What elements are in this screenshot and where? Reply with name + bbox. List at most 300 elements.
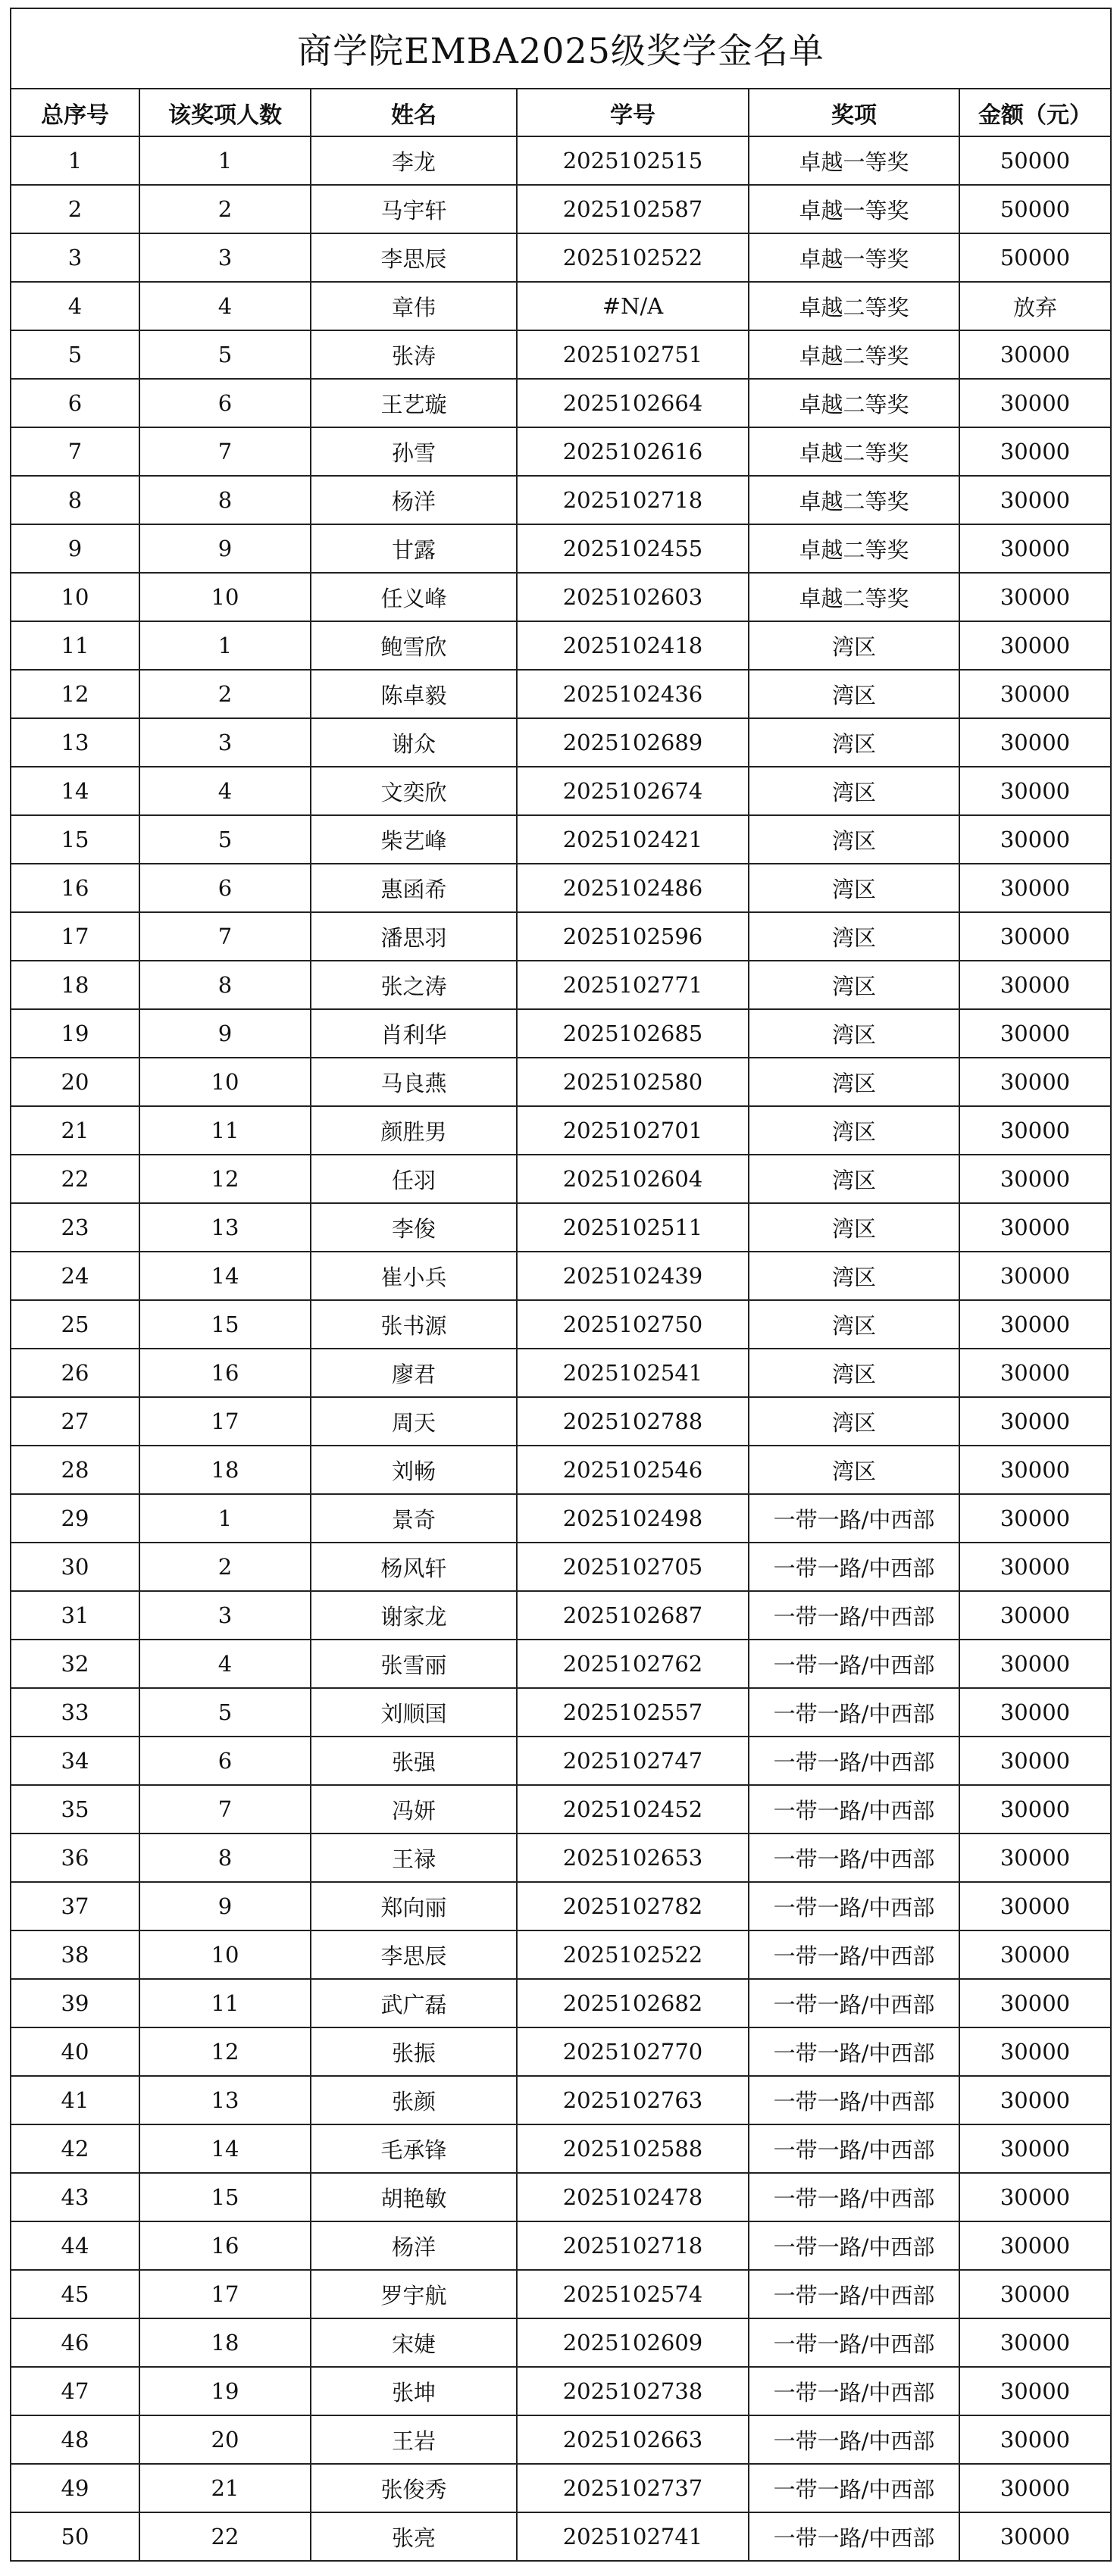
table-row xyxy=(11,1737,1111,1785)
cell-name: 甘露 xyxy=(311,524,517,573)
cell-award: 湾区 xyxy=(749,864,959,912)
cell-total-index: 26 xyxy=(11,1349,139,1397)
cell-name: 张振 xyxy=(311,2027,517,2076)
cell-award: 湾区 xyxy=(749,1446,959,1494)
table-row xyxy=(11,1009,1111,1058)
cell-name: 崔小兵 xyxy=(311,1252,517,1300)
cell-award: 卓越一等奖 xyxy=(749,136,959,185)
cell-total-index: 49 xyxy=(11,2464,139,2512)
cell-name: 张坤 xyxy=(311,2367,517,2415)
cell-total-index: 31 xyxy=(11,1591,139,1640)
table-row xyxy=(11,1106,1111,1155)
cell-total-index: 42 xyxy=(11,2124,139,2173)
cell-student-id: 2025102705 xyxy=(517,1543,749,1591)
cell-student-id: 2025102522 xyxy=(517,233,749,282)
cell-award-count: 3 xyxy=(139,233,311,282)
cell-amount: 30000 xyxy=(959,524,1111,573)
cell-total-index: 30 xyxy=(11,1543,139,1591)
cell-student-id: 2025102751 xyxy=(517,330,749,379)
cell-amount: 30000 xyxy=(959,1688,1111,1737)
cell-award: 一带一路/中西部 xyxy=(749,2221,959,2270)
cell-award-count: 6 xyxy=(139,379,311,427)
cell-amount: 30000 xyxy=(959,1834,1111,1882)
cell-award-count: 22 xyxy=(139,2512,311,2561)
cell-total-index: 36 xyxy=(11,1834,139,1882)
cell-total-index: 41 xyxy=(11,2076,139,2124)
cell-total-index: 32 xyxy=(11,1640,139,1688)
cell-award: 一带一路/中西部 xyxy=(749,2027,959,2076)
table-row xyxy=(11,815,1111,864)
cell-amount: 30000 xyxy=(959,1300,1111,1349)
cell-student-id: 2025102674 xyxy=(517,767,749,815)
cell-name: 王岩 xyxy=(311,2415,517,2464)
cell-name: 廖君 xyxy=(311,1349,517,1397)
cell-name: 张涛 xyxy=(311,330,517,379)
cell-award: 一带一路/中西部 xyxy=(749,1737,959,1785)
table-row xyxy=(11,2124,1111,2173)
cell-name: 张之涛 xyxy=(311,961,517,1009)
cell-student-id: 2025102486 xyxy=(517,864,749,912)
cell-award: 湾区 xyxy=(749,621,959,670)
table-row xyxy=(11,1446,1111,1494)
cell-amount: 50000 xyxy=(959,185,1111,233)
cell-award-count: 4 xyxy=(139,1640,311,1688)
cell-award-count: 7 xyxy=(139,912,311,961)
cell-total-index: 14 xyxy=(11,767,139,815)
cell-amount: 30000 xyxy=(959,379,1111,427)
cell-amount: 30000 xyxy=(959,621,1111,670)
cell-award-count: 6 xyxy=(139,864,311,912)
header-total-index: 总序号 xyxy=(11,89,139,136)
cell-award: 卓越二等奖 xyxy=(749,573,959,621)
header-row xyxy=(11,89,1111,136)
cell-student-id: 2025102574 xyxy=(517,2270,749,2318)
cell-award-count: 17 xyxy=(139,1397,311,1446)
table-row xyxy=(11,379,1111,427)
table-row xyxy=(11,1543,1111,1591)
cell-award: 湾区 xyxy=(749,1252,959,1300)
cell-total-index: 8 xyxy=(11,476,139,524)
cell-award-count: 5 xyxy=(139,1688,311,1737)
cell-student-id: 2025102511 xyxy=(517,1203,749,1252)
cell-student-id: 2025102663 xyxy=(517,2415,749,2464)
cell-award: 一带一路/中西部 xyxy=(749,2318,959,2367)
cell-amount: 50000 xyxy=(959,136,1111,185)
cell-total-index: 40 xyxy=(11,2027,139,2076)
cell-amount: 30000 xyxy=(959,1494,1111,1543)
cell-student-id: 2025102596 xyxy=(517,912,749,961)
table-row xyxy=(11,282,1111,330)
cell-award-count: 5 xyxy=(139,330,311,379)
cell-total-index: 48 xyxy=(11,2415,139,2464)
cell-award-count: 1 xyxy=(139,621,311,670)
cell-award: 湾区 xyxy=(749,1106,959,1155)
cell-amount: 30000 xyxy=(959,767,1111,815)
cell-total-index: 33 xyxy=(11,1688,139,1737)
table-row xyxy=(11,1930,1111,1979)
cell-award: 湾区 xyxy=(749,718,959,767)
cell-name: 章伟 xyxy=(311,282,517,330)
cell-amount: 30000 xyxy=(959,1446,1111,1494)
cell-name: 景奇 xyxy=(311,1494,517,1543)
cell-award-count: 10 xyxy=(139,573,311,621)
cell-amount: 30000 xyxy=(959,2124,1111,2173)
cell-name: 杨洋 xyxy=(311,2221,517,2270)
title-row xyxy=(11,8,1111,89)
cell-student-id: 2025102771 xyxy=(517,961,749,1009)
cell-amount: 30000 xyxy=(959,718,1111,767)
table-row xyxy=(11,524,1111,573)
table-row xyxy=(11,1349,1111,1397)
cell-total-index: 21 xyxy=(11,1106,139,1155)
cell-student-id: 2025102452 xyxy=(517,1785,749,1834)
cell-total-index: 11 xyxy=(11,621,139,670)
cell-student-id: #N/A xyxy=(517,282,749,330)
cell-student-id: 2025102747 xyxy=(517,1737,749,1785)
table-row xyxy=(11,427,1111,476)
cell-award: 一带一路/中西部 xyxy=(749,1688,959,1737)
cell-award: 卓越一等奖 xyxy=(749,233,959,282)
table-row xyxy=(11,1785,1111,1834)
table-row xyxy=(11,1494,1111,1543)
cell-amount: 30000 xyxy=(959,2027,1111,2076)
cell-award-count: 4 xyxy=(139,767,311,815)
cell-award-count: 2 xyxy=(139,185,311,233)
cell-total-index: 46 xyxy=(11,2318,139,2367)
cell-student-id: 2025102580 xyxy=(517,1058,749,1106)
cell-student-id: 2025102498 xyxy=(517,1494,749,1543)
cell-award-count: 15 xyxy=(139,2173,311,2221)
table-row xyxy=(11,2415,1111,2464)
cell-award-count: 8 xyxy=(139,961,311,1009)
cell-award: 湾区 xyxy=(749,815,959,864)
cell-award-count: 9 xyxy=(139,1882,311,1930)
cell-student-id: 2025102478 xyxy=(517,2173,749,2221)
table-row xyxy=(11,1979,1111,2027)
table-row xyxy=(11,1155,1111,1203)
cell-name: 宋婕 xyxy=(311,2318,517,2367)
cell-student-id: 2025102664 xyxy=(517,379,749,427)
header-name: 姓名 xyxy=(311,89,517,136)
table-row xyxy=(11,1688,1111,1737)
cell-award-count: 18 xyxy=(139,1446,311,1494)
cell-amount: 30000 xyxy=(959,670,1111,718)
cell-award-count: 19 xyxy=(139,2367,311,2415)
table-row xyxy=(11,767,1111,815)
cell-amount: 30000 xyxy=(959,476,1111,524)
cell-award: 一带一路/中西部 xyxy=(749,1494,959,1543)
cell-award-count: 15 xyxy=(139,1300,311,1349)
table-row xyxy=(11,1058,1111,1106)
table-row xyxy=(11,2270,1111,2318)
cell-name: 李思辰 xyxy=(311,233,517,282)
cell-name: 李龙 xyxy=(311,136,517,185)
cell-award-count: 8 xyxy=(139,476,311,524)
cell-award: 湾区 xyxy=(749,1155,959,1203)
cell-student-id: 2025102587 xyxy=(517,185,749,233)
scholarship-table xyxy=(10,8,1112,2562)
cell-amount: 50000 xyxy=(959,233,1111,282)
table-row xyxy=(11,136,1111,185)
cell-name: 张强 xyxy=(311,1737,517,1785)
table-body xyxy=(11,136,1111,2561)
cell-award-count: 13 xyxy=(139,1203,311,1252)
cell-student-id: 2025102689 xyxy=(517,718,749,767)
cell-student-id: 2025102685 xyxy=(517,1009,749,1058)
cell-award: 一带一路/中西部 xyxy=(749,1882,959,1930)
cell-student-id: 2025102546 xyxy=(517,1446,749,1494)
cell-total-index: 29 xyxy=(11,1494,139,1543)
cell-amount: 30000 xyxy=(959,912,1111,961)
cell-amount: 30000 xyxy=(959,815,1111,864)
cell-amount: 30000 xyxy=(959,1058,1111,1106)
cell-award: 一带一路/中西部 xyxy=(749,1979,959,2027)
cell-award-count: 17 xyxy=(139,2270,311,2318)
table-row xyxy=(11,1300,1111,1349)
table-row xyxy=(11,1397,1111,1446)
table-row xyxy=(11,1203,1111,1252)
cell-amount: 30000 xyxy=(959,1397,1111,1446)
cell-total-index: 2 xyxy=(11,185,139,233)
cell-award-count: 16 xyxy=(139,1349,311,1397)
cell-name: 周天 xyxy=(311,1397,517,1446)
cell-total-index: 28 xyxy=(11,1446,139,1494)
cell-award-count: 10 xyxy=(139,1930,311,1979)
cell-award: 湾区 xyxy=(749,912,959,961)
cell-award-count: 3 xyxy=(139,1591,311,1640)
cell-award: 湾区 xyxy=(749,1009,959,1058)
cell-award: 湾区 xyxy=(749,1397,959,1446)
cell-name: 李思辰 xyxy=(311,1930,517,1979)
cell-student-id: 2025102738 xyxy=(517,2367,749,2415)
cell-award-count: 5 xyxy=(139,815,311,864)
cell-student-id: 2025102515 xyxy=(517,136,749,185)
cell-award-count: 6 xyxy=(139,1737,311,1785)
table-row xyxy=(11,2076,1111,2124)
table-row xyxy=(11,1882,1111,1930)
cell-total-index: 17 xyxy=(11,912,139,961)
cell-name: 张亮 xyxy=(311,2512,517,2561)
cell-award-count: 4 xyxy=(139,282,311,330)
cell-name: 张俊秀 xyxy=(311,2464,517,2512)
cell-amount: 30000 xyxy=(959,2367,1111,2415)
cell-amount: 30000 xyxy=(959,573,1111,621)
cell-total-index: 20 xyxy=(11,1058,139,1106)
cell-award: 卓越二等奖 xyxy=(749,330,959,379)
cell-name: 王艺璇 xyxy=(311,379,517,427)
header-student-id: 学号 xyxy=(517,89,749,136)
table-row xyxy=(11,2027,1111,2076)
cell-award-count: 16 xyxy=(139,2221,311,2270)
cell-student-id: 2025102522 xyxy=(517,1930,749,1979)
cell-award-count: 12 xyxy=(139,2027,311,2076)
cell-total-index: 4 xyxy=(11,282,139,330)
cell-amount: 30000 xyxy=(959,1155,1111,1203)
table-row xyxy=(11,912,1111,961)
cell-student-id: 2025102701 xyxy=(517,1106,749,1155)
cell-award-count: 3 xyxy=(139,718,311,767)
table-row xyxy=(11,718,1111,767)
cell-name: 惠函希 xyxy=(311,864,517,912)
cell-award-count: 1 xyxy=(139,1494,311,1543)
cell-award-count: 7 xyxy=(139,427,311,476)
cell-award: 一带一路/中西部 xyxy=(749,2367,959,2415)
cell-total-index: 6 xyxy=(11,379,139,427)
cell-award-count: 10 xyxy=(139,1058,311,1106)
cell-award-count: 9 xyxy=(139,1009,311,1058)
cell-student-id: 2025102609 xyxy=(517,2318,749,2367)
table-row xyxy=(11,573,1111,621)
scholarship-sheet xyxy=(10,8,1110,2562)
cell-amount: 30000 xyxy=(959,1591,1111,1640)
cell-award: 湾区 xyxy=(749,767,959,815)
cell-award: 一带一路/中西部 xyxy=(749,2124,959,2173)
cell-amount: 30000 xyxy=(959,1640,1111,1688)
cell-award-count: 2 xyxy=(139,670,311,718)
cell-name: 毛承锋 xyxy=(311,2124,517,2173)
cell-award: 湾区 xyxy=(749,1349,959,1397)
cell-award: 卓越二等奖 xyxy=(749,379,959,427)
cell-student-id: 2025102718 xyxy=(517,2221,749,2270)
cell-award-count: 20 xyxy=(139,2415,311,2464)
cell-total-index: 10 xyxy=(11,573,139,621)
cell-total-index: 50 xyxy=(11,2512,139,2561)
cell-total-index: 16 xyxy=(11,864,139,912)
cell-student-id: 2025102653 xyxy=(517,1834,749,1882)
cell-student-id: 2025102687 xyxy=(517,1591,749,1640)
table-row xyxy=(11,185,1111,233)
cell-award: 湾区 xyxy=(749,670,959,718)
cell-award-count: 11 xyxy=(139,1106,311,1155)
cell-award: 一带一路/中西部 xyxy=(749,1930,959,1979)
cell-total-index: 37 xyxy=(11,1882,139,1930)
cell-name: 肖利华 xyxy=(311,1009,517,1058)
cell-name: 张书源 xyxy=(311,1300,517,1349)
cell-total-index: 9 xyxy=(11,524,139,573)
cell-name: 张雪丽 xyxy=(311,1640,517,1688)
header-amount: 金额（元） xyxy=(959,89,1111,136)
cell-amount: 放弃 xyxy=(959,282,1111,330)
table-row xyxy=(11,1834,1111,1882)
cell-award: 一带一路/中西部 xyxy=(749,1543,959,1591)
cell-amount: 30000 xyxy=(959,1106,1111,1155)
cell-total-index: 23 xyxy=(11,1203,139,1252)
cell-amount: 30000 xyxy=(959,2270,1111,2318)
cell-award: 卓越二等奖 xyxy=(749,282,959,330)
cell-award-count: 14 xyxy=(139,2124,311,2173)
cell-total-index: 38 xyxy=(11,1930,139,1979)
cell-name: 鲍雪欣 xyxy=(311,621,517,670)
cell-name: 潘思羽 xyxy=(311,912,517,961)
table-row xyxy=(11,1252,1111,1300)
cell-student-id: 2025102418 xyxy=(517,621,749,670)
cell-amount: 30000 xyxy=(959,1252,1111,1300)
cell-amount: 30000 xyxy=(959,961,1111,1009)
cell-total-index: 27 xyxy=(11,1397,139,1446)
table-row xyxy=(11,864,1111,912)
cell-student-id: 2025102541 xyxy=(517,1349,749,1397)
table-row xyxy=(11,961,1111,1009)
cell-student-id: 2025102770 xyxy=(517,2027,749,2076)
header-award: 奖项 xyxy=(749,89,959,136)
header-award-count: 该奖项人数 xyxy=(139,89,311,136)
cell-award-count: 14 xyxy=(139,1252,311,1300)
cell-award: 一带一路/中西部 xyxy=(749,1785,959,1834)
cell-student-id: 2025102421 xyxy=(517,815,749,864)
table-row xyxy=(11,2512,1111,2561)
cell-amount: 30000 xyxy=(959,1349,1111,1397)
cell-name: 张颜 xyxy=(311,2076,517,2124)
cell-award: 湾区 xyxy=(749,961,959,1009)
cell-name: 柴艺峰 xyxy=(311,815,517,864)
cell-award-count: 13 xyxy=(139,2076,311,2124)
cell-student-id: 2025102762 xyxy=(517,1640,749,1688)
table-row xyxy=(11,233,1111,282)
cell-total-index: 13 xyxy=(11,718,139,767)
cell-award: 一带一路/中西部 xyxy=(749,1640,959,1688)
cell-amount: 30000 xyxy=(959,2173,1111,2221)
cell-total-index: 22 xyxy=(11,1155,139,1203)
table-row xyxy=(11,670,1111,718)
cell-name: 杨风轩 xyxy=(311,1543,517,1591)
cell-total-index: 34 xyxy=(11,1737,139,1785)
cell-name: 刘顺国 xyxy=(311,1688,517,1737)
cell-award-count: 11 xyxy=(139,1979,311,2027)
cell-student-id: 2025102439 xyxy=(517,1252,749,1300)
table-row xyxy=(11,1591,1111,1640)
cell-award-count: 21 xyxy=(139,2464,311,2512)
cell-award: 一带一路/中西部 xyxy=(749,2173,959,2221)
cell-amount: 30000 xyxy=(959,1543,1111,1591)
cell-amount: 30000 xyxy=(959,330,1111,379)
document-title: 商学院EMBA2025级奖学金名单 xyxy=(11,8,1111,89)
table-row xyxy=(11,2318,1111,2367)
cell-amount: 30000 xyxy=(959,1882,1111,1930)
cell-award-count: 7 xyxy=(139,1785,311,1834)
cell-name: 冯妍 xyxy=(311,1785,517,1834)
cell-award: 湾区 xyxy=(749,1058,959,1106)
cell-total-index: 3 xyxy=(11,233,139,282)
cell-student-id: 2025102604 xyxy=(517,1155,749,1203)
cell-name: 谢众 xyxy=(311,718,517,767)
cell-award: 卓越二等奖 xyxy=(749,427,959,476)
cell-student-id: 2025102750 xyxy=(517,1300,749,1349)
cell-name: 孙雪 xyxy=(311,427,517,476)
cell-name: 文奕欣 xyxy=(311,767,517,815)
cell-student-id: 2025102737 xyxy=(517,2464,749,2512)
cell-student-id: 2025102782 xyxy=(517,1882,749,1930)
cell-award: 一带一路/中西部 xyxy=(749,2464,959,2512)
cell-name: 胡艳敏 xyxy=(311,2173,517,2221)
cell-amount: 30000 xyxy=(959,1930,1111,1979)
cell-amount: 30000 xyxy=(959,1979,1111,2027)
cell-name: 谢家龙 xyxy=(311,1591,517,1640)
cell-award: 卓越一等奖 xyxy=(749,185,959,233)
cell-total-index: 19 xyxy=(11,1009,139,1058)
cell-amount: 30000 xyxy=(959,864,1111,912)
cell-award-count: 9 xyxy=(139,524,311,573)
cell-name: 陈卓毅 xyxy=(311,670,517,718)
cell-total-index: 39 xyxy=(11,1979,139,2027)
cell-name: 颜胜男 xyxy=(311,1106,517,1155)
cell-total-index: 15 xyxy=(11,815,139,864)
cell-amount: 30000 xyxy=(959,1203,1111,1252)
cell-total-index: 24 xyxy=(11,1252,139,1300)
table-row xyxy=(11,2464,1111,2512)
cell-name: 任义峰 xyxy=(311,573,517,621)
cell-amount: 30000 xyxy=(959,2415,1111,2464)
cell-total-index: 7 xyxy=(11,427,139,476)
